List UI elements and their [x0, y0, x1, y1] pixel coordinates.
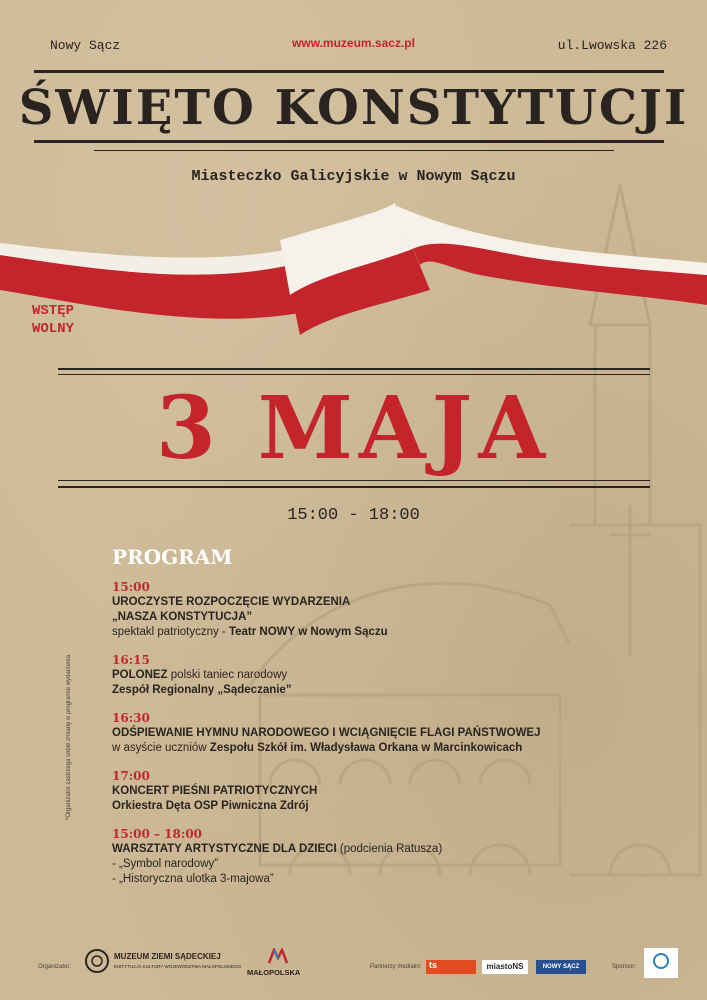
- program-item-time: 16:15: [112, 653, 150, 667]
- program-item-title: UROCZYSTE ROZPOCZĘCIE WYDARZENIA: [112, 596, 351, 608]
- program-item: [112, 580, 592, 640]
- partner-ts-logo: ts: [426, 960, 476, 974]
- program-item-subtitle: „NASZA KONSTYTUCJA”: [112, 611, 253, 623]
- program-item-subitem: - „Symbol narodowy”: [112, 858, 219, 870]
- title-top-rule: [34, 70, 664, 73]
- event-date: 3 MAJA: [155, 378, 552, 479]
- program-item-title: [112, 842, 592, 857]
- program-item-title: KONCERT PIEŚNI PATRIOTYCZNYCH: [112, 785, 318, 797]
- program-item-performer: Teatr NOWY w Nowym Sączu: [228, 626, 388, 638]
- event-time: 15:00 - 18:00: [287, 506, 420, 525]
- museum-subtitle: INSTYTUCJA KULTURY WOJEWÓDZTWA MAŁOPOLSKIEGO: [114, 964, 242, 969]
- program-item-detail-text: spektakl patriotyczny -: [112, 626, 229, 638]
- program-item-detail-text: w asyście uczniów: [112, 742, 210, 754]
- program-item: [112, 711, 592, 756]
- title-bottom-rule: [34, 140, 664, 143]
- program-item-subitem: - „Historyczna ulotka 3-majowa”: [112, 873, 274, 885]
- program-item-performer: Zespołu Szkół im. Władysława Orkana w Marcinkowicach: [209, 742, 523, 754]
- flag-ribbon: [0, 195, 707, 345]
- program-item: [112, 653, 592, 698]
- program-item-title-bold: POLONEZ: [112, 669, 168, 681]
- program-item-time: 17:00: [112, 769, 150, 783]
- address-label: ul.Lwowska 226: [557, 38, 667, 53]
- program-item-time: 15:00 – 18:00: [112, 827, 203, 841]
- program-heading: PROGRAM: [112, 545, 233, 569]
- program-item-time: 16:30: [112, 711, 150, 725]
- malopolska-logo-icon: [268, 948, 288, 964]
- sponsor-label: Sponsor:: [612, 964, 637, 970]
- program-item-title-rest: polski taniec narodowy: [167, 669, 288, 681]
- program-item-performer: Orkiestra Dęta OSP Piwniczna Zdrój: [112, 800, 309, 812]
- date-bottom-rule: [58, 480, 650, 481]
- city-label: Nowy Sącz: [50, 38, 121, 53]
- title-bottom-rule-thin: [94, 150, 614, 151]
- program-disclaimer: *Organizator zastrzega sobie zmianę w programie wydarzenia.: [66, 653, 72, 820]
- museum-name: MUZEUM ZIEMI SĄDECKIEJ: [114, 952, 221, 961]
- program-item-time: 15:00: [112, 580, 150, 594]
- free-entry-line2: WOLNY: [32, 321, 75, 337]
- date-top-rule-2: [58, 374, 650, 375]
- footer: [0, 940, 707, 1000]
- page-title: ŚWIĘTO KONSTYTUCJI: [18, 80, 689, 136]
- program-item: [112, 827, 592, 887]
- date-top-rule: [58, 368, 650, 370]
- free-entry-badge: [32, 302, 74, 338]
- date-bottom-rule-2: [58, 486, 650, 488]
- program-item-title: [112, 668, 592, 683]
- museum-logo-icon: [84, 948, 110, 974]
- program-item-performer: Zespół Regionalny „Sądeczanie”: [112, 684, 292, 696]
- organizer-label: Organizator:: [38, 964, 72, 970]
- sponsor-logo-icon: [651, 952, 671, 970]
- website-link[interactable]: www.muzeum.sacz.pl: [292, 36, 415, 50]
- subtitle: Miasteczko Galicyjskie w Nowym Sączu: [191, 168, 516, 185]
- program-item-title-bold: WARSZTATY ARTYSTYCZNE DLA DZIECI: [112, 843, 337, 855]
- partners-label: Partnerzy medialni:: [370, 964, 422, 970]
- partner-nowysacz-logo: NOWY SĄCZ: [536, 960, 586, 974]
- program-item-title-rest: (podcienia Ratusza): [336, 843, 443, 855]
- program-item-detail: [112, 741, 592, 756]
- program-item: [112, 769, 592, 814]
- program-item-detail: [112, 625, 592, 640]
- free-entry-line1: WSTĘP: [32, 303, 75, 319]
- program-list: [112, 580, 592, 900]
- partner-miastons-logo: miastoNS: [482, 960, 528, 974]
- program-item-title: ODŚPIEWANIE HYMNU NARODOWEGO I WCIĄGNIĘCIE FLAGI PAŃSTWOWEJ: [112, 727, 541, 739]
- malopolska-label: MAŁOPOLSKA: [247, 968, 301, 977]
